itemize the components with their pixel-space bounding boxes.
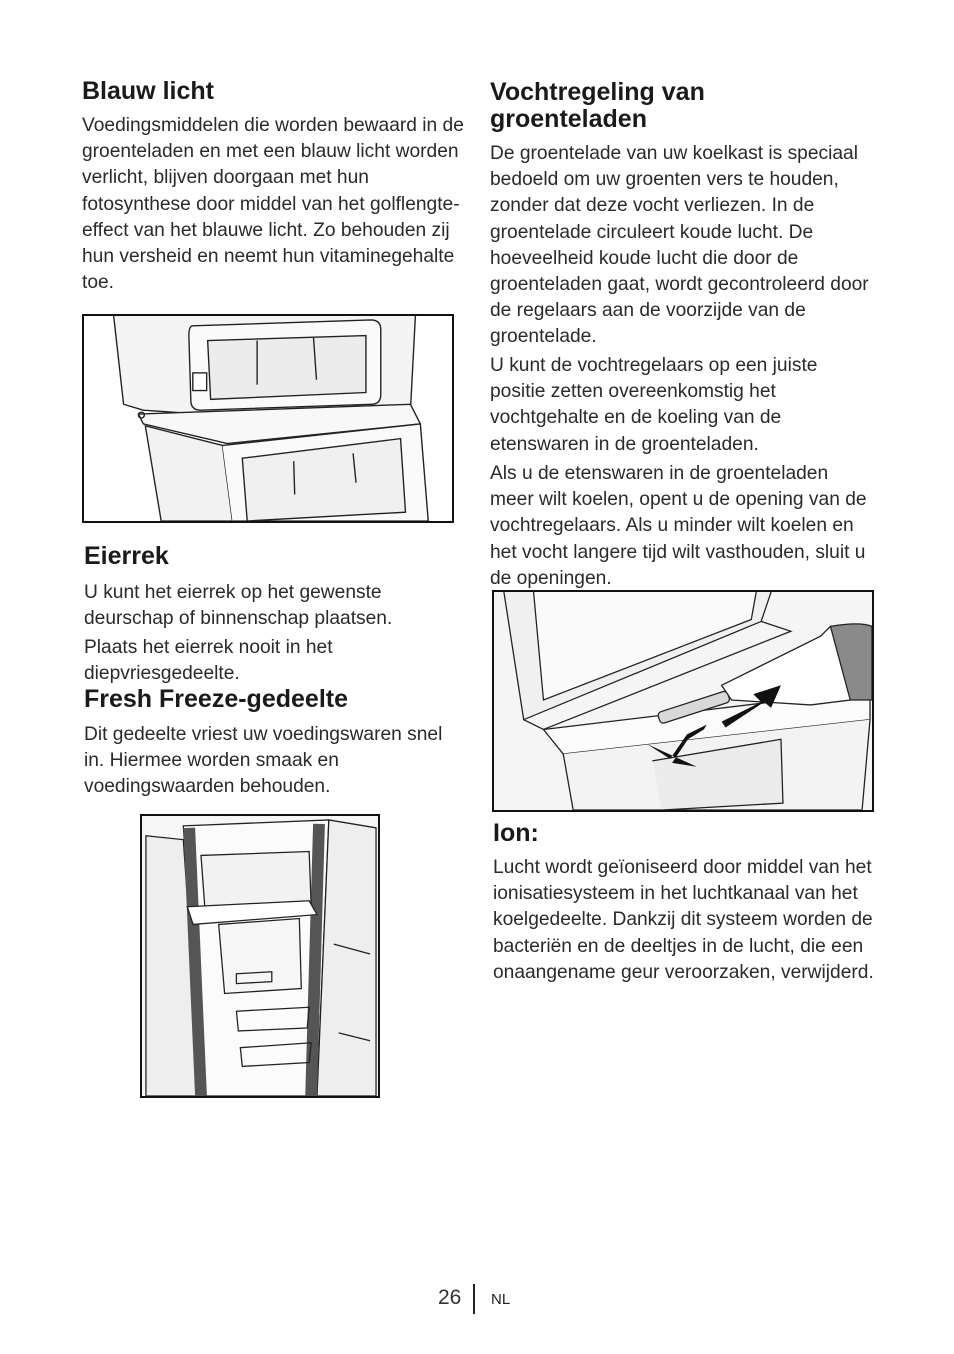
heading-blauw-licht: Blauw licht (82, 77, 214, 105)
heading-ion: Ion: (493, 819, 539, 847)
paragraph-eierrek-1: U kunt het eierrek op het gewenste deurschap of binnenschap plaatsen. (84, 582, 393, 630)
paragraph-vochtregeling-1: De groentelade van uw koelkast is speciaal bedoeld om uw groenten vers te houden, zonder dat deze vocht verliezen. In de groentelade circuleert koude lucht. De hoeveelheid koude lucht die door de groenteladen gaat, wordt gecontroleerd door de regelaars aan de voorzijde van de groentelade. (490, 143, 869, 348)
heading-eierrek: Eierrek (84, 542, 169, 570)
footer-divider (473, 1284, 475, 1314)
figure-fresh-freeze-compartment (140, 814, 380, 1098)
paragraph-blauw-licht: Voedingsmiddelen die worden bewaard in de groenteladen en met een blauw licht worden verlicht, blijven doorgaan met hun fotosynthese door middel van het golflengte-effect van het blauwe licht. Zo behouden zij hun versheid en neemt hun vitaminegehalte toe. (82, 115, 464, 294)
page-number: 26 (438, 1286, 462, 1309)
paragraph-vochtregeling-2: U kunt de vochtregelaars op een juiste positie zetten overeenkomstig het vochtgehalte en de koeling van de etenswaren in de groenteladen. (490, 355, 818, 455)
paragraph-fresh-freeze: Dit gedeelte vriest uw voedingswaren snel in. Hiermee worden smaak en voedingswaarden behouden. (84, 724, 443, 798)
figure-vegetable-drawers (82, 314, 454, 523)
heading-fresh-freeze: Fresh Freeze-gedeelte (84, 685, 348, 713)
paragraph-eierrek-2: Plaats het eierrek nooit in het diepvriesgedeelte. (84, 637, 333, 685)
heading-vochtregeling: Vochtregeling van groenteladen (490, 78, 705, 133)
paragraph-ion: Lucht wordt geïoniseerd door middel van het ionisatiesysteem in het luchtkanaal van het koelgedeelte. Dankzij dit systeem worden de bacteriën en de deeltjes in de lucht, die een onaangename geur veroorzaken, verwijderd. (493, 857, 874, 983)
paragraph-vochtregeling-3: Als u de etenswaren in de groenteladen meer wilt koelen, opent u de opening van de vochtregelaars. Als u minder wilt koelen en het vocht langere tijd wilt vasthouden, sluit u de openingen. (490, 463, 867, 589)
figure-humidity-control (492, 590, 874, 812)
language-code: NL (491, 1291, 511, 1308)
